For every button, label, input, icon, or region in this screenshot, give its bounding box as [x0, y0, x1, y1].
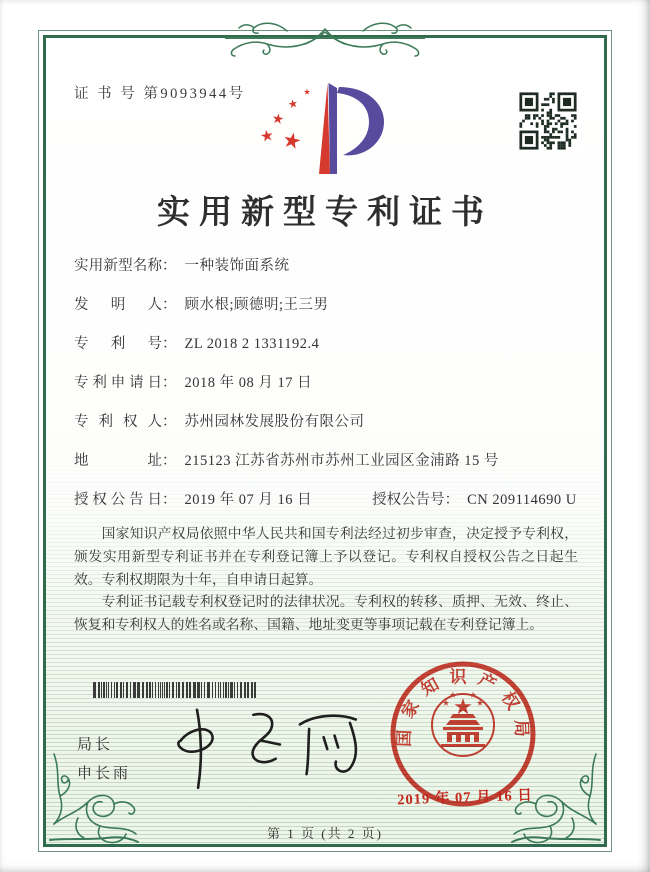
field-value: 2019 年 07 月 16 日 [184, 492, 313, 508]
field-row-name [74, 255, 560, 278]
field-label: 专利申请日 [74, 375, 162, 391]
field-colon: ： [162, 414, 177, 430]
seal-agency-text: 国家知识产权局 [394, 667, 532, 748]
field-label: 授权公告日 [74, 492, 162, 508]
field-label: 地址 [74, 453, 162, 469]
field-row-address [74, 450, 560, 473]
field-row-patent-number [74, 333, 560, 356]
page-footer: 第 1 页 (共 2 页) [267, 826, 383, 841]
field-colon: ： [162, 453, 177, 469]
field-value: 顾水根;顾德明;王三男 [184, 297, 329, 313]
top-flourish-ornament [225, 20, 425, 60]
certificate-title: 实用新型专利证书 [157, 195, 493, 231]
field-value: CN 209114690 U [467, 492, 577, 508]
field-list [74, 255, 577, 528]
field-value: 苏州园林发展股份有限公司 [184, 414, 365, 430]
field-colon: ： [162, 492, 177, 508]
field-row-grant-date [74, 489, 577, 512]
body-paragraph: 国家知识产权局依照中华人民共和国专利法经过初步审查，决定授予专利权，颁发实用新型专利证书并在专利登记簿上予以登记。专利权自授权公告之日起生效。专利权期限为十年，自申请日起算。 [74, 526, 578, 587]
field-value: 215123 江苏省苏州市苏州工业园区金浦路 15 号 [184, 453, 499, 469]
field-label: 实用新型名称 [74, 258, 162, 274]
field-label: 专利号 [74, 336, 162, 352]
signature-icon [161, 694, 381, 797]
field-label: 专利权人 [74, 414, 162, 430]
field-value: 2018 年 08 月 17 日 [184, 375, 313, 391]
seal-date: 2019 年 07 月 16 日 [397, 787, 534, 809]
barcode-icon [93, 682, 257, 698]
signer-name: 申长雨 [77, 766, 132, 782]
field-colon: ： [162, 336, 177, 352]
body-paragraph: 专利证书记载专利权登记时的法律状况。专利权的转移、质押、无效、终止、恢复和专利权人的姓名或名称、国籍、地址变更等事项记载在专利登记簿上。 [74, 594, 578, 633]
field-colon: ： [162, 375, 177, 391]
signer-title: 局长 [77, 737, 114, 753]
field-row-inventors [74, 294, 560, 317]
field-label: 授权公告号 [372, 492, 445, 508]
field-label: 发明人 [74, 297, 162, 313]
field-colon: ： [162, 258, 177, 274]
field-value: 一种装饰面系统 [184, 258, 290, 274]
field-value: ZL 2018 2 1331192.4 [184, 336, 320, 352]
field-colon: ： [444, 492, 460, 508]
certificate-body [74, 523, 578, 637]
certificate-number: 证 书 号 第9093944号 [74, 86, 246, 102]
field-row-patentee [74, 411, 560, 434]
cnipa-logo-icon [258, 78, 402, 178]
signer-block [77, 731, 131, 789]
field-row-filing-date [74, 372, 560, 395]
field-colon: ： [162, 297, 177, 313]
qr-code-icon [514, 87, 582, 155]
